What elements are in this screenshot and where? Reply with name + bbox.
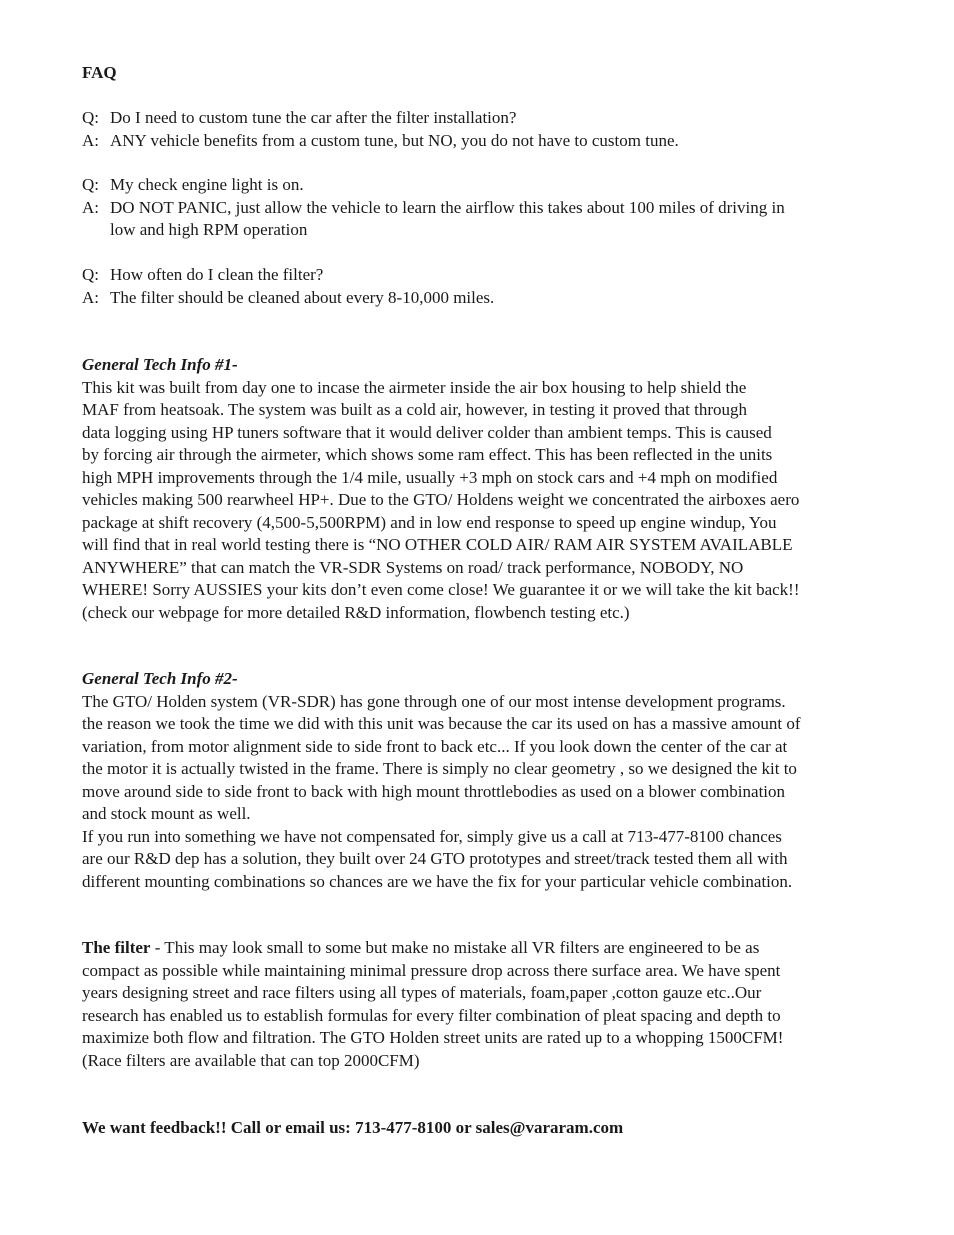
faq-title: FAQ [82,63,117,82]
faq-question [82,174,882,197]
section-title: General Tech Info #1- [82,355,238,374]
paragraph-line: MAF from heatsoak. The system was built as a cold air, however, in testing it proved that through [82,400,747,419]
paragraph-line: different mounting combinations so chances are we have the fix for your particular vehicle combination. [82,871,793,891]
paragraph-line: years designing street and race filters using all types of materials, foam,paper ,cotton gauze etc..Our [82,983,762,1002]
paragraph-line: WHERE! Sorry AUSSIES your kits don’t even come close! We guarantee it or we will take the kit back!! [82,580,800,599]
paragraph-line: research has enabled us to establish formulas for every filter combination of pleat spacing and depth to [82,1005,781,1025]
paragraph-line: the motor it is actually twisted in the frame. There is simply no clear geometry , so we designed the kit to [82,759,797,778]
paragraph-line: maximize both flow and filtration. The GTO Holden street units are rated up to a whopping 1500CFM! [82,1028,784,1047]
paragraph-line: If you run into something we have not compensated for, simply give us a call at 713-477-8100 chances [82,826,782,846]
answer-text: ANY vehicle benefits from a custom tune, but NO, you do not have to custom tune. [110,130,679,150]
answer-prefix: A: [82,197,99,217]
faq-answer [82,287,882,310]
paragraph-line: are our R&D dep has a solution, they built over 24 GTO prototypes and street/track tested them all with [82,849,788,868]
faq-item [82,264,882,309]
paragraph-line: compact as possible while maintaining minimal pressure drop across there surface area. We have spent [82,960,781,980]
faq-question [82,107,882,130]
faq-question [82,264,882,287]
paragraph-line: The GTO/ Holden system (VR-SDR) has gone through one of our most intense development programs. [82,691,786,711]
question-text: My check engine light is on. [110,175,304,194]
paragraph-line: high MPH improvements through the 1/4 mile, usually +3 mph on stock cars and +4 mph on modified [82,467,778,487]
paragraph-line: will find that in real world testing there is “NO OTHER COLD AIR/ RAM AIR SYSTEM AVAILABLE [82,535,793,554]
paragraph-line: and stock mount as well. [82,804,251,823]
paragraph-line: vehicles making 500 rearwheel HP+. Due to the GTO/ Holdens weight we concentrated the airboxes aero [82,490,800,509]
question-text: How often do I clean the filter? [110,265,324,284]
feedback-contact-line: We want feedback!! Call or email us: 713-477-8100 or sales@vararam.com [82,1118,624,1137]
faq-item [82,107,882,152]
filter-first-line: - This may look small to some but make no mistake all VR filters are engineered to be as [150,938,760,957]
paragraph-line: by forcing air through the airmeter, which shows some ram effect. This has been reflected in the units [82,445,773,464]
filter-section [82,937,882,1072]
paragraph-line: ANYWHERE” that can match the VR-SDR Systems on road/ track performance, NOBODY, NO [82,557,744,577]
question-prefix: Q: [82,265,99,284]
question-prefix: Q: [82,175,99,194]
answer-text: DO NOT PANIC, just allow the vehicle to learn the airflow this takes about 100 miles of driving in [110,197,785,217]
answer-prefix: A: [82,130,99,150]
paragraph-line: the reason we took the time we did with this unit was because the car its used on has a massive amount of [82,714,801,733]
question-text: Do I need to custom tune the car after the filter installation? [110,108,517,127]
paragraph-line: move around side to side front to back with high mount throttlebodies as used on a blower combination [82,781,786,801]
tech-info-2-section [82,668,882,893]
filter-lead: The filter [82,938,151,957]
answer-text: The filter should be cleaned about every 8-10,000 miles. [110,287,495,307]
faq-item [82,174,882,242]
question-prefix: Q: [82,108,99,127]
paragraph-line [82,937,882,960]
answer-text: low and high RPM operation [110,220,308,239]
paragraph-line: (check our webpage for more detailed R&D information, flowbench testing etc.) [82,602,630,622]
faq-answer [82,130,882,153]
tech-info-1-section [82,354,882,624]
paragraph-line: variation, from motor alignment side to side front to back etc... If you look down the center of the car at [82,736,788,756]
paragraph-line: (Race filters are available that can top 2000CFM) [82,1050,420,1070]
faq-answer-continued [82,219,882,242]
paragraph-line: data logging using HP tuners software that it would deliver colder than ambient temps. This is caused [82,422,772,442]
faq-answer [82,197,882,220]
paragraph-line: package at shift recovery (4,500-5,500RPM) and in low end response to speed up engine windup, You [82,512,777,532]
paragraph-line: This kit was built from day one to incase the airmeter inside the air box housing to help shield the [82,377,747,397]
answer-prefix: A: [82,287,99,307]
section-title: General Tech Info #2- [82,669,238,688]
